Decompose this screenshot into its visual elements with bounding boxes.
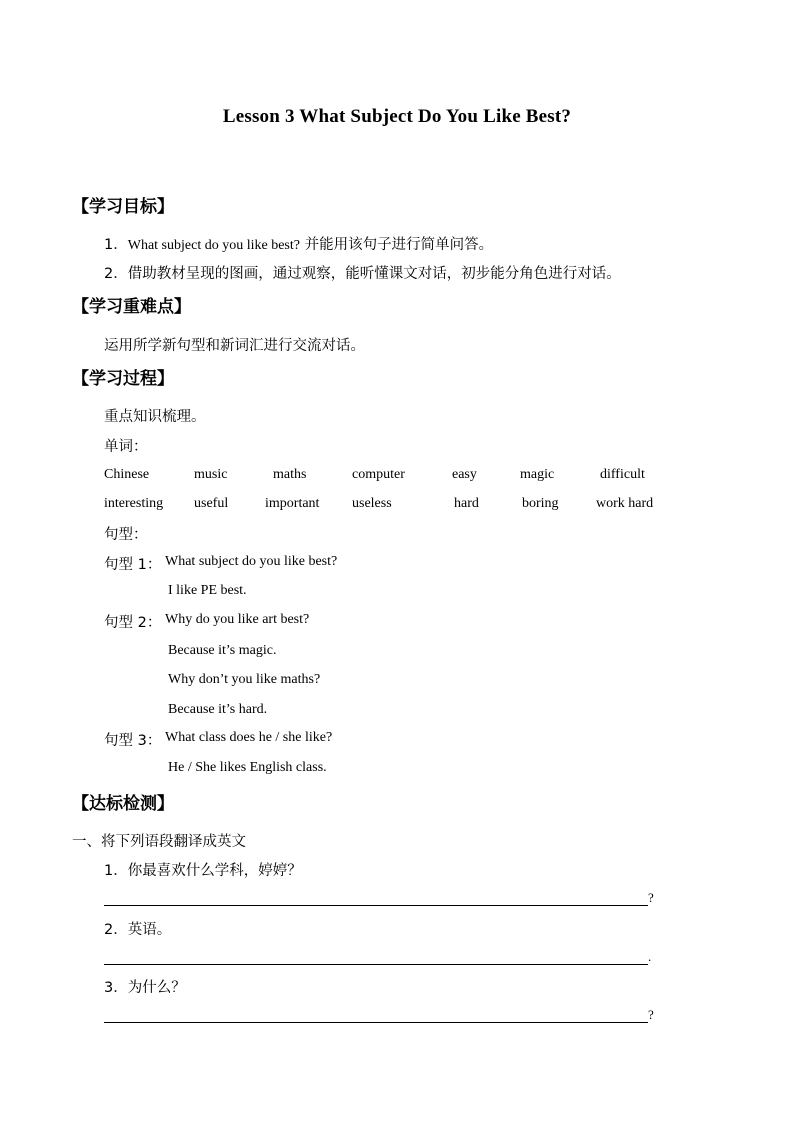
objective-2-num: 2． xyxy=(104,266,128,282)
objective-2-zh: 借助教材呈现的图画，通过观察，能听懂课文对话，初步能分角色进行对话。 xyxy=(127,266,621,282)
pattern-1-line-1: What subject do you like best? xyxy=(165,554,338,569)
question-3 xyxy=(104,976,186,997)
objective-1 xyxy=(104,233,493,254)
question-3-num: 3． xyxy=(104,980,128,996)
pattern-2-line-4: Because it’s hard. xyxy=(168,702,268,717)
question-3-text: 为什么？ xyxy=(127,980,186,996)
lesson-title: Lesson 3 What Subject Do You Like Best? xyxy=(222,106,572,127)
word-hard: hard xyxy=(454,496,479,511)
objectives-heading: 【学习目标】 xyxy=(72,197,174,217)
question-2 xyxy=(104,918,171,939)
objective-1-num: 1． xyxy=(104,237,128,253)
test-heading: 【达标检测】 xyxy=(72,794,174,814)
word-easy: easy xyxy=(452,467,477,482)
question-2-num: 2． xyxy=(104,922,128,938)
word-computer: computer xyxy=(352,467,405,482)
answer-3-end: ? xyxy=(648,1007,654,1022)
word-difficult: difficult xyxy=(600,467,645,482)
process-intro: 重点知识梳理。 xyxy=(104,409,206,425)
question-2-text: 英语。 xyxy=(127,922,172,938)
question-1-num: 1． xyxy=(104,863,128,879)
word-interesting: interesting xyxy=(104,496,164,511)
test-part-title: 一、将下列语段翻译成英文 xyxy=(72,834,246,850)
answer-line-1[interactable] xyxy=(104,905,648,906)
answer-line-3[interactable] xyxy=(104,1022,648,1023)
patterns-label: 句型： xyxy=(104,527,148,543)
pattern-3-line-2: He / She likes English class. xyxy=(168,760,327,775)
pattern-2-line-1: Why do you like art best? xyxy=(165,612,310,627)
key-points-text: 运用所学新句型和新词汇进行交流对话。 xyxy=(104,338,365,354)
word-important: important xyxy=(265,496,320,511)
word-useless: useless xyxy=(352,496,392,511)
words-label: 单词： xyxy=(104,439,148,455)
question-1 xyxy=(104,859,302,880)
pattern-3-line-1: What class does he / she like? xyxy=(165,730,333,745)
pattern-2-line-2: Because it’s magic. xyxy=(168,643,277,658)
objective-2 xyxy=(104,262,621,283)
pattern-1-label: 句型 1： xyxy=(104,557,162,573)
process-heading: 【学习过程】 xyxy=(72,369,174,389)
answer-1-end: ? xyxy=(648,890,654,905)
objective-1-zh: 并能用该句子进行简单问答。 xyxy=(299,237,494,253)
word-useful: useful xyxy=(194,496,229,511)
pattern-2-label: 句型 2： xyxy=(104,615,162,631)
question-1-text: 你最喜欢什么学科，婷婷？ xyxy=(127,863,302,879)
pattern-2-line-3: Why don’t you like maths? xyxy=(168,672,321,687)
objective-1-en: What subject do you like best? xyxy=(127,238,300,253)
answer-line-2[interactable] xyxy=(104,964,648,965)
word-boring: boring xyxy=(522,496,559,511)
word-work-hard: work hard xyxy=(596,496,654,511)
word-chinese: Chinese xyxy=(104,467,150,482)
pattern-3-label: 句型 3： xyxy=(104,733,162,749)
word-magic: magic xyxy=(520,467,555,482)
answer-2-end: . xyxy=(648,949,652,964)
word-music: music xyxy=(194,467,228,482)
key-points-heading: 【学习重难点】 xyxy=(72,297,191,317)
pattern-1-line-2: I like PE best. xyxy=(168,583,247,598)
word-maths: maths xyxy=(273,467,307,482)
